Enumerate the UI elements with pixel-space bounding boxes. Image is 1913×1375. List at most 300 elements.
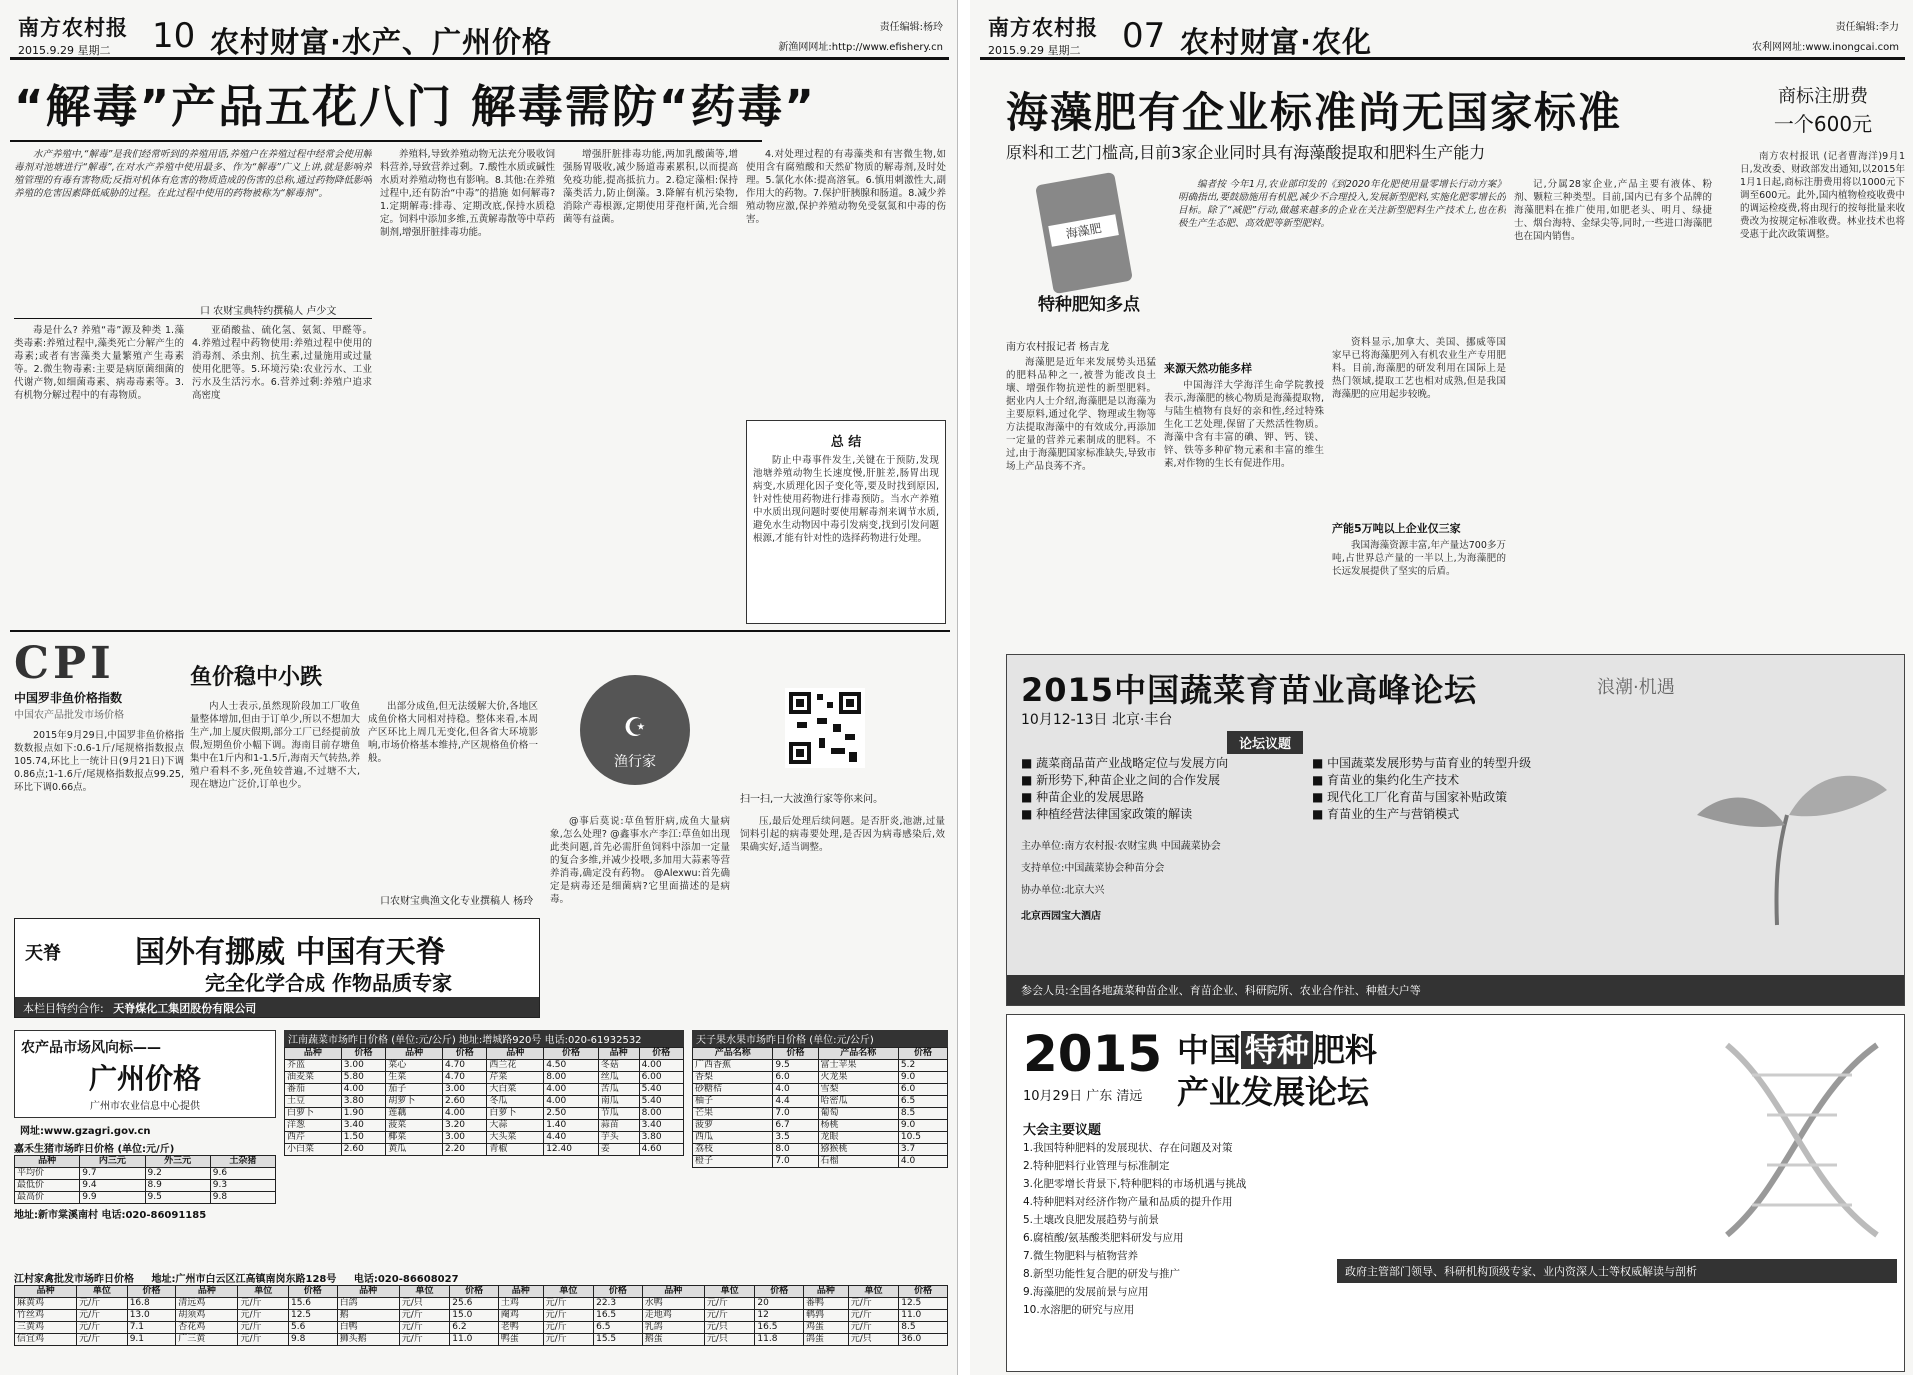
- table-header: 价格: [773, 1048, 818, 1060]
- table-cell: 鹌鹑: [804, 1310, 849, 1322]
- veg-forum-ad[interactable]: [1006, 654, 1905, 1006]
- website-link[interactable]: 新渔网网址:http://www.efishery.cn: [778, 42, 943, 53]
- editor-credit: 责任编辑:杨玲: [879, 22, 943, 33]
- table-cell: 8.00: [639, 1108, 683, 1120]
- table-header: 价格: [755, 1286, 804, 1298]
- table-cell: 6.5: [898, 1096, 947, 1108]
- jiahe-unit: (单位:元/斤): [117, 1144, 175, 1155]
- table-cell: 4.0: [773, 1084, 818, 1096]
- editor-note: 编者按 今年1月,农业部印发的《到2020年化肥使用量零增长行动方案》明确指出,要鼓励施用有机肥,减少不合理投入,发展新型肥料,实施化肥零增长的目标。除了“减肥”行动,做越来越多的企业在关注新型肥料生产技术上,也在积极生产生态肥、高效肥等新型肥料。: [1178, 179, 1506, 229]
- main-headline: “解毒”产品五花八门 解毒需防“药毒”: [14, 80, 816, 133]
- gz-web[interactable]: 网址:www.gzagri.gov.cn: [20, 1126, 151, 1137]
- forum2-year: 2015: [1023, 1025, 1163, 1083]
- table-cell: 9.3: [210, 1180, 275, 1192]
- divider: [14, 318, 372, 319]
- fish-byline: 口农财宝典渔文化专业撰稿人 杨玲: [380, 896, 534, 907]
- table-row: [285, 1144, 684, 1156]
- table-cell: 葡萄: [818, 1108, 898, 1120]
- table-cell: 36.0: [899, 1334, 948, 1346]
- table-cell: 元/斤: [543, 1298, 594, 1310]
- table-cell: 4.60: [639, 1144, 683, 1156]
- article-column-4: 增强肝脏排毒功能,两加乳酸菌等,增强肠胃吸收,减少肠道毒素累积,以而提高免疫功能,提高抵抗力。2.稳定藻相:保持藻类活力,防止倒藻。3.降解有机污染物,消除产毒根源,定期使用芽孢杆菌,光合细菌等有益菌。: [563, 149, 738, 225]
- table-cell: 5.6: [288, 1322, 337, 1334]
- table-header: 品种: [337, 1286, 399, 1298]
- table-cell: 7.0: [773, 1156, 818, 1168]
- table-cell: 番鸭: [804, 1298, 849, 1310]
- table-row: [693, 1060, 948, 1072]
- table-cell: 西兰花: [487, 1060, 544, 1072]
- forum1-topic-list: [1021, 755, 1591, 823]
- cpi-logo: CPI: [14, 638, 115, 689]
- table-cell: 9.2: [145, 1168, 210, 1180]
- table-header: 品种: [598, 1048, 639, 1060]
- table-cell: 阉鸡: [498, 1310, 543, 1322]
- jiangnan-unit: (单位:元/公斤): [391, 1035, 456, 1046]
- main-headline: 海藻肥有企业标准尚无国家标准: [1006, 88, 1623, 137]
- tianji-slogan-2: 完全化学合成 作物品质专家: [205, 971, 452, 995]
- table-header: 单位: [543, 1286, 594, 1298]
- cpi-name: 中国罗非鱼价格指数: [14, 691, 123, 705]
- table-cell: 洋葱: [285, 1120, 342, 1132]
- forum2-topics-title: 大会主要议题: [1023, 1123, 1102, 1138]
- table-cell: 6.5: [594, 1322, 643, 1334]
- qr-code[interactable]: [785, 688, 865, 768]
- fish-text-1: 内人士表示,虽然现阶段加工厂收鱼量整体增加,但由于订单少,所以不想加大生产,加上厦庆假期,部分工厂已经提前放假,短期鱼价小幅下调。海南目前存塘鱼集中在1斤内和1-1.5斤,海南天气转热,养殖户看料不多,死鱼较普遍,不过塘不大,现在塘边广泛价,订单也少。: [190, 701, 360, 790]
- table-cell: 胡须鸡: [176, 1310, 238, 1322]
- jiangcun-table-box: [14, 1270, 948, 1346]
- table-cell: 9.0: [898, 1120, 947, 1132]
- table-header: 单位: [704, 1286, 755, 1298]
- table-cell: 3.40: [341, 1120, 385, 1132]
- table-cell: 4.00: [442, 1108, 486, 1120]
- table-cell: 5.2: [898, 1060, 947, 1072]
- table-cell: 元/斤: [399, 1322, 450, 1334]
- table-cell: 3.00: [442, 1132, 486, 1144]
- table-cell: 鸽蛋: [804, 1334, 849, 1346]
- table-cell: 茄子: [386, 1084, 443, 1096]
- list-item: 7.微生物肥料与植物营养: [1023, 1250, 1139, 1262]
- table-header: 品种: [15, 1286, 77, 1298]
- table-cell: 芒果: [693, 1108, 773, 1120]
- gz-label-top: 农产品市场风向标——: [21, 1040, 161, 1056]
- forum1-sponsor: 协办单位:北京大兴: [1021, 885, 1105, 896]
- table-cell: 6.2: [450, 1322, 499, 1334]
- table-cell: 菠萝: [693, 1120, 773, 1132]
- table-cell: 4.4: [773, 1096, 818, 1108]
- table-cell: 元/斤: [77, 1322, 128, 1334]
- table-header: 品种: [15, 1156, 80, 1168]
- table-cell: 元/斤: [399, 1334, 450, 1346]
- table-cell: 3.80: [341, 1096, 385, 1108]
- table-cell: 石榴: [818, 1156, 898, 1168]
- cpi-panel: [14, 638, 184, 908]
- masthead-left: [10, 6, 949, 60]
- table-cell: 鹅蛋: [642, 1334, 704, 1346]
- list-item: 2.特种肥料行业管理与标准制定: [1023, 1160, 1170, 1172]
- table-row: [693, 1144, 948, 1156]
- cpi-text: 2015年9月29日,中国罗非鱼价格指数数报点如下:0.6-1斤/尾规格指数报点105.74,环比上一统计日(9月21日)下调0.86点;1-1.6斤/尾规格指数报点99.25,环比下调0.66点。: [14, 730, 184, 793]
- table-cell: 水鸭: [642, 1298, 704, 1310]
- table-cell: 元/斤: [238, 1334, 289, 1346]
- table-row: [15, 1322, 948, 1334]
- table-cell: 9.8: [210, 1192, 275, 1204]
- article-column-2: 亚硝酸盐、硫化氢、氨氮、甲醛等。4.养殖过程中药物使用:养殖过程中使用的消毒剂、杀虫剂、抗生素,过量施用或过量使用化肥等。5.环境污染:农业污水、工业污水及生活污水。6.营养过剩:养殖户追求高密度: [192, 325, 372, 401]
- side-title-2: 一个600元: [1773, 112, 1873, 136]
- article-column-1: 海藻肥是近年来发展势头迅猛的肥料品种之一,被誉为能改良土壤、增强作物抗逆性的新型肥料。据业内人士介绍,海藻肥是以海藻为主要原料,通过化学、物理或生物等方法提取海藻中的有效成分,再添加一定量的营养元素制成的肥料。不过,由于海藻肥国家标准缺失,导致市场上产品良莠不齐。: [1006, 357, 1156, 472]
- table-cell: 6.7: [773, 1120, 818, 1132]
- table-row: [15, 1180, 276, 1192]
- summary-text: 防止中毒事件发生,关键在于预防,发现池塘养殖动物生长速度慢,肝脏差,肠胃出现病变,水质理化因子变化等,要及时找到原因,针对性使用药物进行排毒预防。当水产养殖中水质出现问题时要使用解毒剂来调节水质,避免水生动物因中毒引发病变,找到引发问题根源,才能有针对性的选择药物进行处理。: [753, 455, 939, 544]
- qa-column-1: @事后莫说:草鱼暂肝病,成鱼大量病象,怎么处理? @鑫事水产李江:草鱼如出现此类问题,首先必需肝鱼饲料中添加一定量的复合多维,并减少投喂,多加用大蒜素等营养消毒,确定没有药物。 @Alexwu:首先确定是病毒还是细菌病?它里面描述的是病毒。: [550, 816, 730, 905]
- table-cell: 元/斤: [399, 1310, 450, 1322]
- table-cell: 8.5: [899, 1322, 948, 1334]
- divider: [10, 140, 762, 142]
- table-cell: 橙子: [693, 1156, 773, 1168]
- table-cell: 12.5: [899, 1298, 948, 1310]
- table-row: [15, 1168, 276, 1180]
- forum2-topic-list: [1023, 1139, 1323, 1319]
- list-item: ■ 育苗业的集约化生产技术: [1312, 773, 1460, 787]
- table-cell: 元/斤: [77, 1298, 128, 1310]
- table-cell: 1.40: [544, 1120, 599, 1132]
- table-cell: 9.6: [210, 1168, 275, 1180]
- table-header: 价格: [450, 1286, 499, 1298]
- table-cell: 狮头鹅: [337, 1334, 399, 1346]
- table-cell: 1.50: [341, 1132, 385, 1144]
- list-item: ■ 种苗企业的发展思路: [1021, 790, 1145, 804]
- fertilizer-forum-ad[interactable]: [1006, 1014, 1905, 1372]
- table-cell: 蒜苗: [598, 1120, 639, 1132]
- website-link[interactable]: 农利网网址:www.inongcai.com: [1751, 42, 1899, 53]
- table-row: [693, 1156, 948, 1168]
- dna-icon: [1707, 1035, 1897, 1245]
- table-header: 品种: [285, 1048, 342, 1060]
- table-cell: 土鸡: [498, 1298, 543, 1310]
- table-header: 价格: [288, 1286, 337, 1298]
- table-cell: 4.0: [898, 1156, 947, 1168]
- intro-paragraph: 水产养殖中,“解毒”是我们经常听到的养殖用语,养殖户在养殖过程中经常会使用解毒剂对池塘进行“解毒”,在对水产养殖中使用最多、作为“解毒”广义上讲,就是影响养殖管理的有毒有害物质;反指对机体有危害的物质造成的伤害的总称,通过药物降低影响养殖的危害因素降低威胁的过程。在此过程中使用的药物被称为“解毒剂”。: [14, 149, 372, 199]
- table-cell: 元/只: [704, 1334, 755, 1346]
- sub-headline: 原料和工艺门槛高,目前3家企业同时具有海藻酸提取和肥料生产能力: [1006, 143, 1486, 162]
- table-cell: 1.90: [341, 1108, 385, 1120]
- table-cell: 4.00: [544, 1084, 599, 1096]
- table-cell: 7.0: [773, 1108, 818, 1120]
- table-cell: 冬菇: [598, 1060, 639, 1072]
- table-cell: 3.00: [341, 1060, 385, 1072]
- table-cell: 元/斤: [77, 1310, 128, 1322]
- forum1-title: 2015中国蔬菜育苗业高峰论坛: [1021, 671, 1478, 709]
- table-cell: 元/斤: [238, 1310, 289, 1322]
- table-header: 价格: [127, 1286, 176, 1298]
- table-row: [15, 1298, 948, 1310]
- table-header: 品种: [804, 1286, 849, 1298]
- forum2-title-line-2: 产业发展论坛: [1177, 1073, 1370, 1111]
- table-cell: 乳鸽: [642, 1322, 704, 1334]
- tianji-slogan-1: 国外有挪威 中国有天脊: [135, 935, 446, 970]
- table-cell: 清远鸡: [176, 1298, 238, 1310]
- table-cell: 11.8: [755, 1334, 804, 1346]
- tianzi-unit: (单位:元/公斤): [809, 1035, 874, 1046]
- table-cell: 6.0: [898, 1084, 947, 1096]
- table-cell: 土豆: [285, 1096, 342, 1108]
- cpi-sub: 中国农产品批发市场价格: [14, 710, 124, 721]
- bag-label: 海藻肥: [1048, 214, 1119, 246]
- section-title: 农村财富·农化: [1180, 25, 1373, 59]
- table-cell: 元/斤: [238, 1298, 289, 1310]
- table-cell: 青椒: [487, 1144, 544, 1156]
- gz-label-provider: 广州市农业信息中心提供: [90, 1101, 200, 1112]
- jiangnan-address: 地址:增城路920号: [458, 1035, 542, 1046]
- paper-name: 南方农村报: [18, 15, 128, 40]
- table-cell: 4.00: [341, 1084, 385, 1096]
- table-cell: 元/斤: [543, 1322, 594, 1334]
- forum1-venue: 北京西园宝大酒店: [1021, 911, 1101, 922]
- table-cell: 最低价: [15, 1180, 80, 1192]
- table-cell: 8.00: [544, 1072, 599, 1084]
- issue-date: 2015.9.29 星期二: [18, 44, 111, 57]
- table-cell: 4.00: [639, 1060, 683, 1072]
- table-cell: 元/斤: [848, 1322, 899, 1334]
- table-cell: 元/斤: [848, 1310, 899, 1322]
- list-item: ■ 现代化工厂化育苗与国家补贴政策: [1312, 790, 1508, 804]
- table-cell: 6.00: [639, 1072, 683, 1084]
- fish-text-2: 出部分成鱼,但无法缓解大价,各地区成鱼价格大同相对持稳。整体来看,本周产区环比上周几无变化,但各省大环境影响,市场价格基本维持,产区规格鱼价格一般。: [368, 701, 538, 764]
- table-cell: 火龙果: [818, 1072, 898, 1084]
- table-cell: 节瓜: [598, 1108, 639, 1120]
- table-row: [285, 1072, 684, 1084]
- table-header: 产品名称: [818, 1048, 898, 1060]
- table-cell: 莲藕: [386, 1108, 443, 1120]
- byline: 南方农村报记者 杨吉龙: [1006, 342, 1110, 353]
- table-cell: 老鸭: [498, 1322, 543, 1334]
- table-cell: 白萝卜: [487, 1108, 544, 1120]
- seedling-icon: [1657, 735, 1897, 935]
- table-cell: 香梨: [693, 1072, 773, 1084]
- table-cell: 2.60: [341, 1144, 385, 1156]
- table-header: 价格: [594, 1286, 643, 1298]
- table-cell: 杨桃: [818, 1120, 898, 1132]
- table-cell: 5.40: [639, 1084, 683, 1096]
- table-header: 品种: [642, 1286, 704, 1298]
- yuhangjia-logo: [580, 675, 690, 785]
- table-header: 单位: [848, 1286, 899, 1298]
- table-cell: 信宜鸡: [15, 1334, 77, 1346]
- table-header: 品种: [498, 1286, 543, 1298]
- table-cell: 苦瓜: [598, 1084, 639, 1096]
- table-header: 价格: [639, 1048, 683, 1060]
- table-row: [693, 1108, 948, 1120]
- list-item: 4.特种肥料对经济作物产量和品质的提升作用: [1023, 1196, 1233, 1208]
- table-cell: 3.7: [898, 1144, 947, 1156]
- paper-name: 南方农村报: [988, 15, 1098, 40]
- forum1-participants: 参会人员:全国各地蔬菜种苗企业、育苗企业、科研院所、农业合作社、种植大户等: [1007, 975, 1904, 1005]
- table-cell: 3.20: [442, 1120, 486, 1132]
- table-header: 价格: [442, 1048, 486, 1060]
- forum2-highlight: 政府主管部门领导、科研机构顶级专家、业内资深人士等权威解读与剖析: [1337, 1259, 1897, 1283]
- table-cell: 9.0: [898, 1072, 947, 1084]
- table-row: [285, 1132, 684, 1144]
- table-cell: 鹅: [337, 1310, 399, 1322]
- table-row: [15, 1192, 276, 1204]
- article-column-4: 记,分属28家企业,产品主要有液体、粉剂、颗粒三种类型。目前,国内已有多个品牌的海藻肥料在推广使用,如肥老头、明月、绿捷士、烟台海特、金绿尖等,同时,一些进口海藻肥也在国内销售。: [1514, 179, 1712, 242]
- list-item: 8.新型功能性复合肥的研发与推广: [1023, 1268, 1181, 1280]
- jiangcun-address: 地址:广州市白云区江高镇南岗东路128号: [151, 1274, 337, 1285]
- table-cell: 西瓜: [693, 1132, 773, 1144]
- list-item: ■ 育苗业的生产与营销模式: [1312, 807, 1460, 821]
- forum2-title-highlight: 特种: [1241, 1031, 1313, 1069]
- table-cell: 芹菜: [487, 1072, 544, 1084]
- table-cell: 大白菜: [487, 1084, 544, 1096]
- jiahe-title: 嘉禾生猪市场昨日价格: [14, 1144, 114, 1155]
- table-header: 外三元: [145, 1156, 210, 1168]
- table-cell: 12: [755, 1310, 804, 1322]
- table-cell: 8.5: [898, 1108, 947, 1120]
- table-header: 品种: [487, 1048, 544, 1060]
- jiangnan-title: 江南蔬菜市场昨日价格: [288, 1035, 388, 1046]
- section-title: 农村财富·水产、广州价格: [210, 25, 553, 59]
- list-item: 1.我国特种肥料的发展现状、存在问题及对策: [1023, 1142, 1233, 1154]
- table-cell: 8.0: [773, 1144, 818, 1156]
- table-cell: 4.40: [544, 1132, 599, 1144]
- summary-title: 总 结: [830, 435, 862, 450]
- table-cell: 3.00: [442, 1084, 486, 1096]
- col3-head: 产能5万吨以上企业仅三家: [1332, 522, 1461, 535]
- table-cell: 胡萝卜: [386, 1096, 443, 1108]
- gz-label-title: 广州价格: [88, 1062, 201, 1095]
- table-cell: 元/只: [848, 1334, 899, 1346]
- table-cell: 冬瓜: [487, 1096, 544, 1108]
- table-header: 土杂猪: [210, 1156, 275, 1168]
- table-header: 价格: [898, 1048, 947, 1060]
- article-column-2: 来源天然功能多样 中国海洋大学海洋生命学院教授表示,海藻肥的核心物质是海藻提取物,与陆生植物有良好的亲和性,经过特殊生化工艺处理,保留了天然活性物质。海藻中含有丰富的碘、钾、钙、镁、锌、铁等多种矿物元素和丰富的维生素,对作物的生长有促进作用。: [1164, 362, 1324, 469]
- forum1-slogan: 浪潮·机遇: [1597, 677, 1675, 698]
- list-item: 10.水溶肥的研究与应用: [1023, 1304, 1135, 1316]
- table-cell: 哈密瓜: [818, 1096, 898, 1108]
- page-right: [970, 0, 1913, 1375]
- table-cell: 2.20: [442, 1144, 486, 1156]
- table-cell: 番茄: [285, 1084, 342, 1096]
- table-cell: 9.4: [80, 1180, 145, 1192]
- list-item: ■ 中国蔬菜发展形势与苗育业的转型升级: [1312, 756, 1532, 770]
- table-cell: 广西香蕉: [693, 1060, 773, 1072]
- tianji-contact-label: 本栏目特约合作:: [23, 1002, 104, 1015]
- article-column-3: 养殖料,导致养殖动物无法充分吸收饲料营养,导致营养过剩。7.酸性水质或碱性水质对养殖动物也有影响。8.其他:在养殖过程中,还有防治“中毒”的措施 如何解毒? 1.定期解毒:排毒、定期改底,保持水质稳定。饲料中添加多维,五黄解毒散等中草药制剂,增强肝脏排毒功能。: [380, 149, 555, 238]
- table-cell: 走地鸡: [642, 1310, 704, 1322]
- table-cell: 白鸽: [337, 1298, 399, 1310]
- table-cell: 4.50: [544, 1060, 599, 1072]
- jiangnan-table: [284, 1047, 684, 1156]
- divider: [10, 630, 950, 632]
- jiangcun-title: 江村家禽批发市场昨日价格: [14, 1274, 134, 1285]
- article-column-5: 南方农村报讯 (记者曹海洋)9月1日,发改委、财政部发出通知,以2015年1月1日起,商标注册费用将以1000元下调至600元。此外,国内植物检疫收费中的调运检疫费,将由现行的按每批量来收费改为按规定标准收费。林业技术也将受惠于此次政策调整。: [1740, 151, 1905, 240]
- page-number: 10: [152, 16, 196, 56]
- fish-icon: ☪: [623, 713, 647, 743]
- article-column-5: 4.对处理过程的有毒藻类和有害微生物,如使用含有腐殖酸和天然矿物质的解毒剂,及时处理。5.氯化水体:提高溶氧。6.慎用刺激性大,副作用大的药物。7.保护肝胰腺和肠道。8.减少养殖动物应激,保护养殖动物免受氨氮和中毒的伤害。: [746, 149, 946, 225]
- table-cell: 大头菜: [487, 1132, 544, 1144]
- table-cell: 9.5: [145, 1192, 210, 1204]
- table-cell: 三黄鸡: [15, 1322, 77, 1334]
- table-cell: 16.5: [755, 1322, 804, 1334]
- table-cell: 小白菜: [285, 1144, 342, 1156]
- table-cell: 杏花鸡: [176, 1322, 238, 1334]
- forum1-support: 支持单位:中国蔬菜协会种苗分会: [1021, 863, 1165, 874]
- table-cell: 3.80: [639, 1132, 683, 1144]
- table-cell: 16.8: [127, 1298, 176, 1310]
- tianji-footer: [15, 997, 539, 1017]
- table-row: [693, 1120, 948, 1132]
- fertilizer-bag-icon: [1035, 172, 1133, 294]
- forum1-topics-title: 论坛议题: [1227, 731, 1303, 754]
- list-item: 3.化肥零增长背景下,特种肥料的市场机遇与挑战: [1023, 1178, 1247, 1190]
- table-cell: 9.5: [773, 1060, 818, 1072]
- table-cell: 元/斤: [704, 1298, 755, 1310]
- table-cell: 10.5: [898, 1132, 947, 1144]
- table-row: [285, 1084, 684, 1096]
- jiangnan-table-box: [284, 1030, 684, 1156]
- table-cell: 元/斤: [238, 1322, 289, 1334]
- table-cell: 油麦菜: [285, 1072, 342, 1084]
- table-cell: 菠菜: [386, 1120, 443, 1132]
- col2-head: 来源天然功能多样: [1164, 362, 1252, 375]
- table-cell: 7.1: [127, 1322, 176, 1334]
- jiahe-table: [14, 1155, 276, 1204]
- fish-price-title: 鱼价稳中小跌: [190, 665, 323, 690]
- summary-box: [746, 420, 946, 624]
- table-cell: 白萝卜: [285, 1108, 342, 1120]
- table-cell: 白鸭: [337, 1322, 399, 1334]
- table-row: [693, 1132, 948, 1144]
- table-cell: 25.6: [450, 1298, 499, 1310]
- table-cell: 麻黄鸡: [15, 1298, 77, 1310]
- table-cell: 15.0: [450, 1310, 499, 1322]
- table-cell: 元/斤: [704, 1310, 755, 1322]
- side-title-1: 商标注册费: [1778, 86, 1868, 107]
- table-cell: 鸡蛋: [804, 1322, 849, 1334]
- table-cell: 9.1: [127, 1334, 176, 1346]
- forum2-date: 10月29日 广东 清远: [1023, 1089, 1143, 1104]
- table-header: 单位: [238, 1286, 289, 1298]
- fertilizer-illustration: [1014, 178, 1164, 328]
- forum2-title-line-1: [1177, 1025, 1377, 1071]
- table-cell: 16.5: [594, 1310, 643, 1322]
- table-header: 价格: [544, 1048, 599, 1060]
- table-cell: 雪梨: [818, 1084, 898, 1096]
- table-cell: 南瓜: [598, 1096, 639, 1108]
- table-header: 内三元: [80, 1156, 145, 1168]
- masthead-right: [980, 6, 1905, 60]
- article-column-3: 资料显示,加拿大、美国、挪威等国家早已将海藻肥列入有机农业生产专用肥料。目前,海藻肥的研发利用在国际上是热门领域,提取工艺也相对成熟,但是我国海藻肥的应用起步较晚。 产能5万吨以上企业仅三家 我国海藻资源丰富,年产量达700多万吨,占世界总产量的一半以上,为海藻肥的长远发展提供了坚实的后盾。: [1332, 337, 1506, 577]
- byline: 口 农财宝典特约撰稿人 卢少文: [200, 306, 337, 317]
- table-cell: 20: [755, 1298, 804, 1310]
- table-cell: 荔枝: [693, 1144, 773, 1156]
- table-cell: 鸭蛋: [498, 1334, 543, 1346]
- table-row: [693, 1072, 948, 1084]
- table-cell: 2.60: [442, 1096, 486, 1108]
- table-cell: 11.0: [899, 1310, 948, 1322]
- table-row: [285, 1096, 684, 1108]
- jiahe-table-box: [14, 1140, 276, 1221]
- tianji-ad[interactable]: [14, 918, 540, 1018]
- qa-column-2: 压,最后处理后续问题。是否肝炎,池溏,过量饲料引起的病毒要处理,是否因为病毒感染后,效果确实好,适当调整。: [740, 816, 945, 853]
- page-number: 07: [1122, 16, 1166, 56]
- jiangcun-table: [14, 1285, 948, 1346]
- table-cell: 15.5: [594, 1334, 643, 1346]
- table-cell: 黄瓜: [386, 1144, 443, 1156]
- table-cell: 2.50: [544, 1108, 599, 1120]
- table-cell: 5.40: [639, 1096, 683, 1108]
- article-column-1: 毒是什么? 养殖“毒”源及种类 1.藻类毒素:养殖过程中,藻类死亡分解产生的毒素;或者有害藻类大量繁殖产生毒素等。2.微生物毒素:主要是病原菌细菌的代谢产物,如细菌毒素、病毒毒素等。3.有机物分解过程中的有毒物质。: [14, 325, 184, 401]
- table-cell: 平均价: [15, 1168, 80, 1180]
